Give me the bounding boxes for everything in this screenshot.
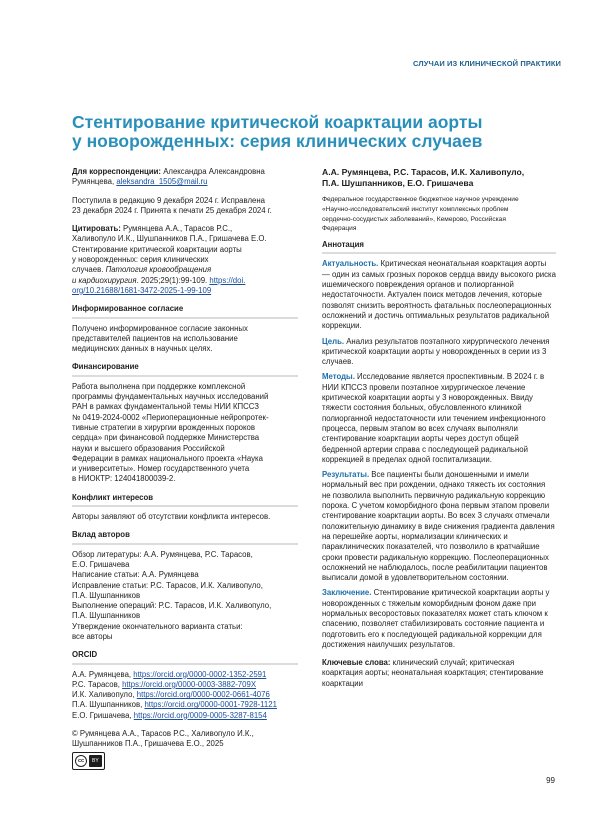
contribution-line: Написание статьи: А.А. Румянцева [72,570,199,580]
doi-link-cont[interactable]: org/10.21688/1681-3472-2025-1-99-109 [72,285,212,295]
affiliation-line: «Научно-исследовательский институт комплексных проблем [322,205,509,213]
affiliation-line: Федерация [322,225,357,233]
orcid-heading: ORCID [72,650,98,660]
contribution-line: П.А. Шушпанников [72,611,141,621]
methods-label: Методы. [322,372,355,382]
citation-line: Халивопуло И.К., Шушпанников П.А., Гришачева Е.О. [72,234,267,244]
received-line-2: 23 декабря 2024 г. Принята к печати 25 декабря 2024 г. [72,205,272,215]
contribution-line: П.А. Шушпанников [72,590,141,600]
divider [72,317,298,319]
citation-line: Стентирование критической коарктации аорты [72,244,242,254]
correspondence-block [72,167,298,188]
divider [72,375,298,377]
abstract-methods [322,372,556,465]
abstract-aim [322,337,556,368]
funding-line: программы фундаментальных научных исследований [72,392,269,402]
keywords [322,658,556,689]
funding-line: сердца» при финансовой поддержке Министерства [72,433,260,443]
funding-heading: Финансирование [72,362,139,372]
abstract-relevance [322,259,556,331]
funding-line: науки и высшего образования Российской [72,443,225,453]
conflict-block [72,493,298,523]
abstract [322,240,556,650]
citation-line: Румянцева А.А., Тарасов Р.С., [120,224,233,234]
author-list [322,167,556,189]
title-line-1: Стентирование критической коарктации аорты [72,112,483,132]
citation-block [72,224,298,296]
funding-line: № 0419-2024-0002 «Периоперационные нейропротек- [72,412,269,422]
citation-line: случаев. [72,265,106,275]
page-number: 99 [546,776,555,785]
contribution-block [72,530,298,642]
orcid-item [72,680,298,690]
copyright-block [72,729,298,770]
funding-line: и университеты». Номер государственного учета [72,464,250,474]
orcid-item [72,690,298,700]
funding-line: Работа выполнена при поддержке комплексной [72,381,246,391]
relevance-label: Актуальность. [322,259,379,269]
funding-block [72,362,298,484]
funding-line: Федерации в рамках национального проекта «Наука [72,453,263,463]
keywords-text: клинический случай; критическая коарктация аорты; неонатальная коарктация; стентирование коарктации [322,658,544,688]
correspondence-name-2: Румянцева, [72,177,117,187]
section-label: СЛУЧАИ ИЗ КЛИНИЧЕСКОЙ ПРАКТИКИ [413,59,561,68]
consent-heading: Информированное согласие [72,304,184,314]
funding-line: в НИОКТР: 124041800039-2. [72,474,176,484]
contribution-line: Утверждение окончательного варианта статьи: [72,621,243,631]
affiliation [322,195,556,234]
article-title [72,113,542,151]
affiliation-line: Федеральное государственное бюджетное научное учреждение [322,196,519,203]
consent-block [72,304,298,354]
contribution-heading: Вклад авторов [72,530,130,540]
orcid-item [72,711,298,721]
by-icon: BY [89,755,102,767]
abstract-results [322,470,556,583]
author-line: П.А. Шушпанников, Е.О. Гришачева [322,178,474,188]
journal-name: Патология кровообращения [105,265,212,275]
orcid-author: П.А. Шушпанников, [72,700,145,710]
conclusion-label: Заключение. [322,588,372,598]
affiliation-line: сердечно-сосудистых заболеваний», Кемерово, Российская [322,215,506,223]
conflict-heading: Конфликт интересов [72,492,154,502]
right-column [322,167,556,694]
divider [72,543,298,545]
received-dates [72,196,298,217]
orcid-author: И.К. Халивопуло, [72,690,137,700]
received-line-1: Поступила в редакцию 9 декабря 2024 г. Исправлена [72,195,265,205]
orcid-author: Е.О. Гришачева, [72,710,134,720]
orcid-link[interactable]: https://orcid.org/0009-0005-3287-8154 [133,710,267,720]
citation-issue: . 2025;29(1):99-109. [136,275,210,285]
title-line-2: у новорожденных: серия клинических случаев [72,131,483,151]
abstract-conclusion [322,588,556,650]
copyright-line: Шушпанников П.А., Гришачева Е.О., 2025 [72,739,224,749]
correspondence-label: Для корреспонденции: [72,167,162,176]
contribution-line: Е.О. Гришачева [72,559,130,569]
orcid-author: А.А. Румянцева, [72,669,134,679]
orcid-link[interactable]: https://orcid.org/0000-0001-7928-1121 [144,700,277,710]
citation-label: Цитировать: [72,224,121,234]
contribution-line: все авторы [72,631,113,641]
divider [72,505,298,507]
correspondence-name: Александра Александровна [161,167,265,176]
relevance-text: Критическая неонатальная коарктация аорты — один из самых грозных пороков сердца ввиду высокого риска ишемического повреждения органов и полиорганной недостаточности. Актуален поиск методов лечения, которые позволят снизить вероятность фатальных послеоперационных осложнений и достичь оптимальных результатов радикальной коррекции. [322,259,556,331]
consent-text: Получено информированное согласие законных [72,323,248,333]
abstract-heading: Аннотация [322,240,364,250]
funding-line: тивные стратегии в хирургии врожденных пороков [72,422,255,432]
divider [322,252,556,254]
consent-text: медицинских данных в научных целях. [72,344,213,354]
left-column [72,167,298,778]
contribution-line: Исправление статьи: Р.С. Тарасов, И.К. Халивопуло, [72,580,263,590]
results-text: Все пациенты были доношенными и имели нормальный вес при рождении, однако тяжесть их состояния не позволила выполнить первичную радикальную коррекцию порока. С учетом коморбидного фона первым этапом провели стентирование коарктации аорты. Во всех 3 случаях отмечали положительную динамику в виде снижения градиента давления на перешейке аорты, нормализации клинических и параклинических показателей, что позволило в кратчайшие сроки провести радикальную коррекцию. Послеоперационных осложнений не наблюдалось, после реабилитации пациентов выписали домой в удовлетворительном состоянии. [322,470,555,583]
methods-text: Исследование является проспективным. В 2024 г. в НИИ КПССЗ провели поэтапное хирургическое лечение критической коарктации аорты у 3 новорожденных. Ввиду тяжести состояния больных, обусловленного клиникой полиорганной недостаточности или течением инфекционного процесса, первым этапом во всех случаях выполняли стентирование коарктации аорты через доступ общей бедренной артерии справа с последующей радикальной коррекцией в пределах одной госпитализации. [322,372,546,464]
journal-name-cont: и кардиохирургия [72,275,137,285]
conclusion-text: Стентирование критической коарктации аорты у новорожденных с тяжелым коморбидным фоном даже при нормальных весоростовых показателях может стать ключом к спасению, позволяет стабилизировать состояние пациента и подготовить его к последующей радикальной коррекции для достижения наилучших результатов. [322,588,550,649]
orcid-link[interactable]: https://orcid.org/0000-0003-3882-709X [122,679,257,689]
cc-by-license-badge[interactable] [72,752,105,770]
orcid-link[interactable]: https://orcid.org/0000-0002-0661-4076 [136,690,270,700]
cc-icon: cc [75,755,87,767]
orcid-item [72,670,298,680]
results-label: Результаты. [322,470,370,480]
orcid-author: Р.С. Тарасов, [72,679,123,689]
contribution-line: Обзор литературы: А.А. Румянцева, Р.С. Тарасов, [72,549,253,559]
contribution-line: Выполнение операций: Р.С. Тарасов, И.К. Халивопуло, [72,601,272,611]
citation-line: у новорожденных: серия клинических [72,255,209,265]
orcid-link[interactable]: https://orcid.org/0000-0002-1352-2591 [133,669,267,679]
aim-text: Анализ результатов поэтапного хирургического лечения критической коарктации аорты у новорожденных в серии из 3 случаев. [322,336,550,367]
conflict-text: Авторы заявляют об отсутствии конфликта интересов. [72,512,271,522]
copyright-line: © Румянцева А.А., Тарасов Р.С., Халивопуло И.К., [72,729,254,739]
doi-link[interactable]: https://doi. [209,275,246,285]
correspondence-email-link[interactable]: aleksandra_1505@mail.ru [116,177,208,187]
keywords-label: Ключевые слова: [322,658,391,668]
consent-text: представителей пациентов на использование [72,333,238,343]
divider [72,663,298,665]
orcid-block [72,650,298,721]
orcid-item [72,700,298,710]
funding-line: РАН в рамках фундаментальной темы НИИ КПССЗ [72,402,259,412]
author-line: А.А. Румянцева, Р.С. Тарасов, И.К. Халивопуло, [322,167,525,177]
aim-label: Цель. [322,336,345,346]
